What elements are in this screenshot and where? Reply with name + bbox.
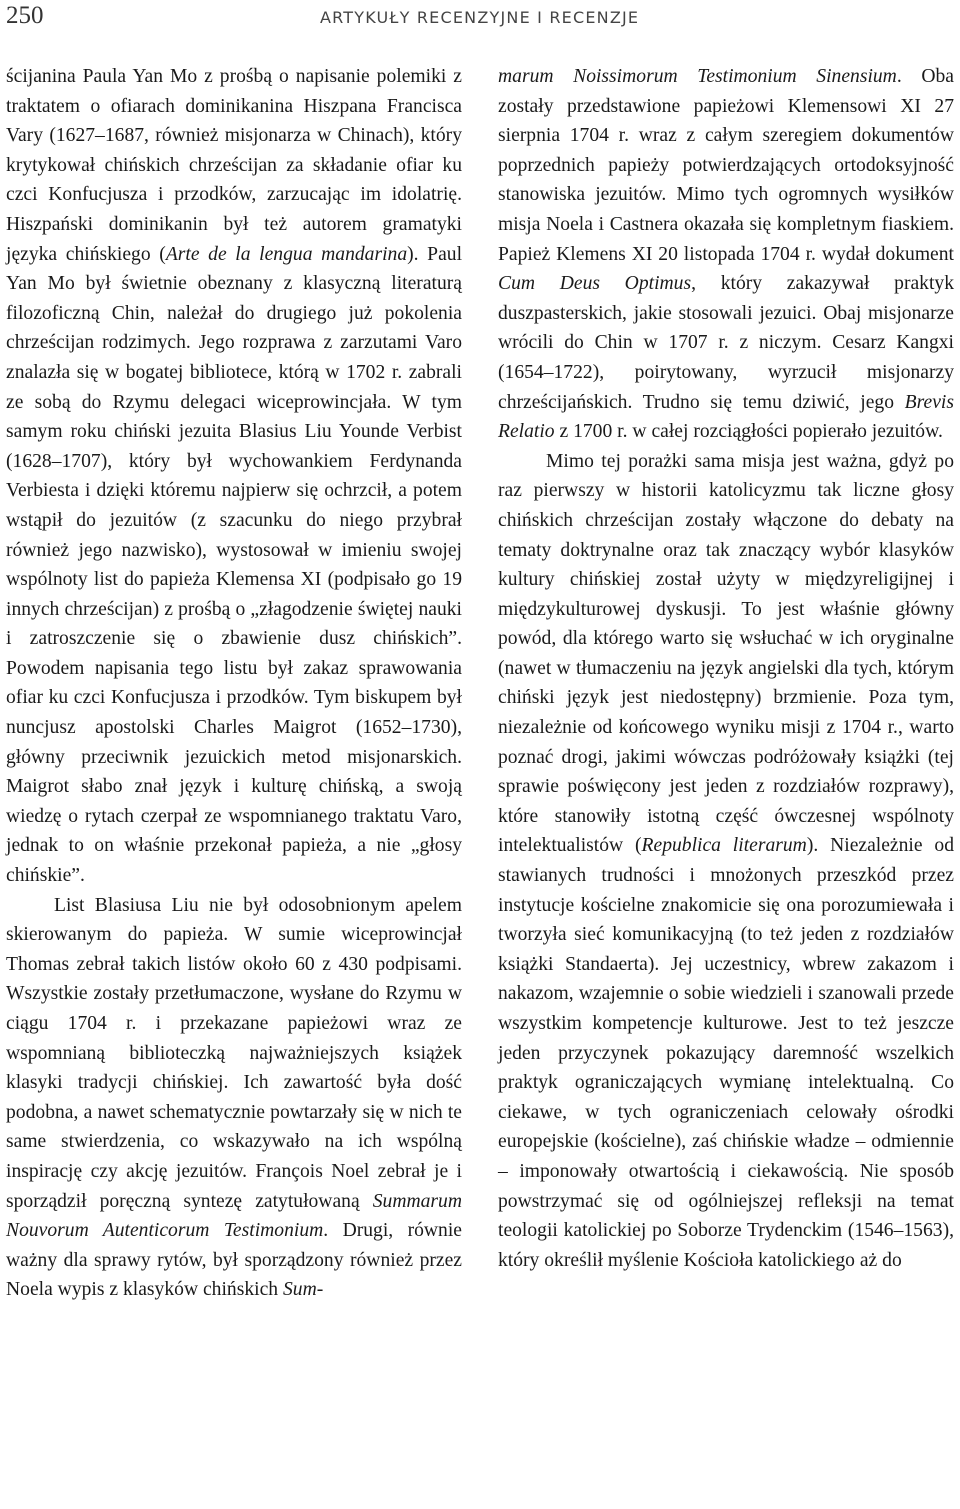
running-head: ARTYKUŁY RECENZYJNE I RECENZJE bbox=[320, 8, 640, 27]
italic-title: Summarum Nouvorum Autenticorum Testimonium bbox=[6, 1190, 462, 1242]
left-column bbox=[6, 62, 462, 1305]
right-column bbox=[498, 62, 954, 1275]
italic-title: Republica literarum bbox=[641, 835, 807, 857]
text-run: ). Paul Yan Mo był świetnie obeznany z klasyczną literaturą filozoficzną Chin, należał do drugiego już pokolenia chrześcijan rodzimych. Jego rozprawa z zarzutami Varo znalazła się w bogatej bibliotece, którą w 1702 r. zabrali ze sobą do Rzymu delegaci wiceprowincjała. W tym samym roku chiński jezuita Blasius Liu Younde Verbist (1628–1707), który był wychowankiem Ferdynanda Verbiesta i dzięki któremu najpierw się ochrzcił, a potem wstąpił do jezuitów (z szacunku do niego przybrał również jego nazwisko), wystosował w imieniu swojej wspólnoty list do papieża Klemensa XI (podpisało go 19 innych chrześcijan) z prośbą o „złagodzenie świętej nauki i zatroszczenie się o zbawienie dusz chińskich”. Powodem napisania tego listu był zakaz sprawowania ofiar ku czci Konfucjusza i przodków. Tym biskupem był nuncjusz apostolski Charles Maigrot (1652–1730), główny przeciwnik jezuickich metod misjonarskich. Maigrot słabo znał język i kulturę chińską, a swoją wiedzę o rytach czerpał ze wspomnianego traktatu Varo, jednak to on właśnie przekonał papieża, a nie „głosy chińskie”. bbox=[6, 243, 463, 887]
paragraph bbox=[6, 891, 462, 1305]
paragraph-continued bbox=[498, 62, 954, 447]
italic-title: Cum Deus Optimus bbox=[498, 273, 692, 295]
paragraph bbox=[498, 447, 954, 1276]
italic-title: Arte de la lengua mandarina bbox=[165, 243, 408, 265]
italic-title: marum Noissimorum Testimonium Sinensium bbox=[498, 66, 897, 87]
text-run: , który zakazywał praktyk duszpasterskich, jakie stosowali jezuici. Obaj misjonarze wrócili do Chin w 1707 r. z niczym. Cesarz Kangxi (1654–1722), poirytowany, wyrzucił misjonarzy chrześcijańskich. Trudno się temu dziwić, jego bbox=[498, 273, 954, 413]
text-run: Mimo tej porażki sama misja jest ważna, gdyż po raz pierwszy w historii katolicyzmu tak liczne głosy chińskich chrześcijan zostały włączone do debaty na tematy doktrynalne oraz tak znaczący wybór klasyków kultury chińskiej został użyty w międzyreligijnej i międzykulturowej dyskusji. To jest właśnie główny powód, dla którego warto się wsłuchać w ich oryginalne (nawet w tłumaczeniu na język angielski dla tych, którym chiński język jest niedostępny) brzmienie. Poza tym, niezależnie od końcowego wyniku misji z 1704 r., warto poznać drogi, jakimi wówczas podróżowały książki (tej sprawie poświęcony jest jeden z rozdziałów rozprawy), które stanowiły istotną część ówczesnej wspólnoty intelektualistów ( bbox=[498, 450, 954, 857]
paragraph-continued bbox=[6, 62, 462, 891]
text-run: . Drugi, równie ważny dla sprawy rytów, był sporządzony również przez Noela wypis z klasyków chińskich bbox=[6, 1220, 462, 1301]
text-run: List Blasiusa Liu nie był odosobnionym apelem skierowanym do papieża. W sumie wiceprowincjał Thomas zebrał takich listów około 60 z 430 podpisami. Wszystkie zostały przetłumaczone, wysłane do Rzymu w ciągu 1704 r. i przekazane papieżowi wraz ze wspomnianą biblioteczką najważniejszych książek klasyki tradycji chińskiej. Ich zawartość była dość podobna, a nawet schematycznie powtarzały się w nich te same stwierdzenia, co wskazywało na ich wspólną inspirację czy akcję jezuitów. François Noel zebrał je i sporządził poręczną syntezę zatytułowaną bbox=[6, 894, 462, 1212]
text-run: z 1700 r. w całej rozciągłości popierało jezuitów. bbox=[554, 421, 943, 443]
text-run: ścijanina Paula Yan Mo z prośbą o napisanie polemiki z traktatem o ofiarach dominikanina Hiszpana Francisca Vary (1627–1687, również misjonarza w Chinach), który krytykował chińskich chrześcijan za składanie ofiar ku czci Konfucjusza i przodków, zarzucając im idolatrię. Hiszpański dominikanin był też autorem gramatyki języka chińskiego ( bbox=[6, 66, 462, 265]
text-run: . Oba zostały przedstawione papieżowi Klemensowi XI 27 sierpnia 1704 r. wraz z całym szeregiem dokumentów poprzednich papieży potwierdzających ortodoksyjność stanowiska jezuitów. Mimo tych ogromnych wysiłków misja Noela i Castnera okazała się kompletnym fiaskiem. Papież Klemens XI 20 listopada 1704 r. wydał dokument bbox=[498, 66, 954, 265]
page-header bbox=[0, 0, 960, 40]
italic-title: Brevis Relatio bbox=[498, 391, 954, 443]
text-run: ). Niezależnie od stawianych trudności i mnożonych przeszkód przez instytucje kościelne znakomicie się ona porozumiewała i tworzyła sieć komunikacyjną (to też jeden z rozdziałów książki Standaerta). Jej uczestnicy, wbrew zakazom i nakazom, wzajemnie o sobie wiedzieli i szanowali przede wszystkim kompetencje kulturowe. Jest to też jeszcze jeden przyczynek pokazujący daremność wszelkich praktyk ograniczających wymianę intelektualną. Co ciekawe, w tych ograniczeniach celowały ośrodki europejskie (kościelne), zaś chińskie władze – odmiennie – imponowały otwartością i ciekawością. Nie sposób powstrzymać się od ogólniejszej refleksji na temat teologii katolickiej po Soborze Trydenckim (1546–1563), który określił myślenie Kościoła katolickiego aż do bbox=[498, 835, 954, 1271]
page-number: 250 bbox=[6, 2, 44, 29]
italic-title: Sum- bbox=[282, 1279, 324, 1301]
